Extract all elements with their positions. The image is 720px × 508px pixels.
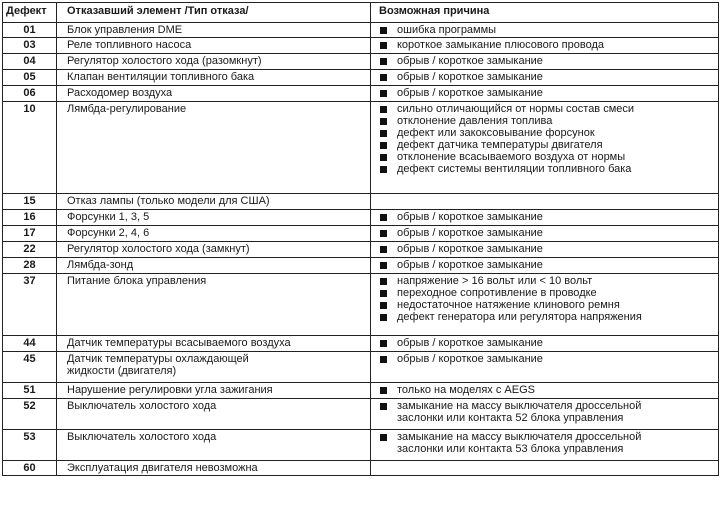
- table-row: [3, 86, 719, 102]
- cause-text: ошибка программы: [397, 24, 497, 36]
- failed-element-text: Блок управления DME: [67, 24, 183, 36]
- fault-code-table: [2, 2, 719, 476]
- table-row: [3, 399, 719, 430]
- cause-text: дефект системы вентиляции топливного бака: [397, 163, 632, 175]
- failed-element-cell: [57, 352, 371, 383]
- fault-code-cell: 52: [3, 399, 57, 430]
- fault-code-cell: 37: [3, 274, 57, 336]
- failed-element-text: Регулятор холостого хода (замкнут): [67, 243, 250, 255]
- table-row: [3, 23, 719, 38]
- black-square-bullet-icon: [380, 166, 387, 173]
- failed-element-text: Форсунки 2, 4, 6: [67, 227, 150, 239]
- black-square-bullet-icon: [380, 434, 387, 441]
- failed-element-cell: [57, 258, 371, 274]
- failed-element-cell: [57, 70, 371, 86]
- black-square-bullet-icon: [380, 142, 387, 149]
- possible-cause-cell: [371, 86, 719, 102]
- possible-cause-cell: [371, 70, 719, 86]
- black-square-bullet-icon: [380, 90, 387, 97]
- cause-text: дефект генератора или регулятора напряжения: [397, 311, 642, 323]
- possible-cause-cell: [371, 383, 719, 399]
- cause-line: [379, 243, 718, 255]
- header-element: Отказавший элемент /Тип отказа/: [57, 3, 371, 23]
- fault-code-cell: 22: [3, 242, 57, 258]
- black-square-bullet-icon: [380, 118, 387, 125]
- cause-line: [379, 103, 718, 115]
- cause-text: дефект датчика температуры двигателя: [397, 139, 603, 151]
- fault-code-cell: 10: [3, 102, 57, 194]
- fault-code-cell: 05: [3, 70, 57, 86]
- table-row: [3, 194, 719, 210]
- cause-text: переходное сопротивление в проводке: [397, 287, 597, 299]
- failed-element-text: Лямбда-зонд: [67, 259, 134, 271]
- cause-line: [379, 400, 718, 412]
- table-row: [3, 242, 719, 258]
- empty-cause: [379, 462, 718, 474]
- failed-element-cell: [57, 242, 371, 258]
- cause-line: [379, 275, 718, 287]
- fault-code-cell: 44: [3, 336, 57, 352]
- possible-cause-cell: [371, 38, 719, 54]
- black-square-bullet-icon: [380, 403, 387, 410]
- failed-element-text: Питание блока управления: [67, 275, 207, 287]
- cause-text: обрыв / короткое замыкание: [397, 337, 543, 349]
- possible-cause-cell: [371, 210, 719, 226]
- failed-element-text: Датчик температуры охлаждающей: [67, 353, 249, 365]
- cause-text: обрыв / короткое замыкание: [397, 71, 543, 83]
- cause-text: заслонки или контакта 52 блока управления: [397, 412, 624, 424]
- header-cause: Возможная причина: [371, 3, 719, 23]
- black-square-bullet-icon: [380, 106, 387, 113]
- fault-code-cell: 60: [3, 461, 57, 476]
- failed-element-cell: [57, 336, 371, 352]
- cause-text: замыкание на массу выключателя дроссельной: [397, 400, 642, 412]
- failed-element-text: Нарушение регулировки угла зажигания: [67, 384, 273, 396]
- cause-line: [379, 139, 718, 151]
- cause-text: недостаточное натяжение клинового ремня: [397, 299, 620, 311]
- failed-element-text: Лямбда-регулирование: [67, 103, 187, 115]
- fault-code-cell: 45: [3, 352, 57, 383]
- possible-cause-cell: [371, 274, 719, 336]
- table-row: [3, 38, 719, 54]
- cause-line: [379, 39, 718, 51]
- cause-line: [379, 443, 718, 455]
- cause-text: заслонки или контакта 53 блока управления: [397, 443, 624, 455]
- failed-element-text: Реле топливного насоса: [67, 39, 192, 51]
- fault-code-cell: 04: [3, 54, 57, 70]
- failed-element-text: Регулятор холостого хода (разомкнут): [67, 55, 262, 67]
- possible-cause-cell: [371, 23, 719, 38]
- cause-text: замыкание на массу выключателя дроссельной: [397, 431, 642, 443]
- fault-code-cell: 28: [3, 258, 57, 274]
- failed-element-text: Клапан вентиляции топливного бака: [67, 71, 255, 83]
- failed-element-text: Расходомер воздуха: [67, 87, 173, 99]
- fault-code-cell: 15: [3, 194, 57, 210]
- cause-line: [379, 227, 718, 239]
- possible-cause-cell: [371, 102, 719, 194]
- cause-text: обрыв / короткое замыкание: [397, 353, 543, 365]
- black-square-bullet-icon: [380, 230, 387, 237]
- cause-line: [379, 384, 718, 396]
- possible-cause-cell: [371, 226, 719, 242]
- fault-code-cell: 51: [3, 383, 57, 399]
- cause-text: короткое замыкание плюсового провода: [397, 39, 604, 51]
- cause-text: сильно отличающийся от нормы состав смеси: [397, 103, 635, 115]
- black-square-bullet-icon: [380, 58, 387, 65]
- possible-cause-cell: [371, 54, 719, 70]
- black-square-bullet-icon: [380, 356, 387, 363]
- table-row: [3, 461, 719, 476]
- failed-element-cell: [57, 54, 371, 70]
- black-square-bullet-icon: [380, 387, 387, 394]
- table-row: [3, 274, 719, 336]
- cause-line: [379, 55, 718, 67]
- cause-text: обрыв / короткое замыкание: [397, 55, 543, 67]
- table-row: [3, 383, 719, 399]
- table-row: [3, 336, 719, 352]
- table-row: [3, 102, 719, 194]
- black-square-bullet-icon: [380, 278, 387, 285]
- failed-element-cell: [57, 430, 371, 461]
- cause-text: отклонение давления топлива: [397, 115, 553, 127]
- fault-code-sheet: [2, 2, 718, 476]
- failed-element-cell: [57, 383, 371, 399]
- cause-line: [379, 24, 718, 36]
- failed-element-text: жидкости (двигателя): [67, 365, 177, 377]
- black-square-bullet-icon: [380, 42, 387, 49]
- fault-code-cell: 17: [3, 226, 57, 242]
- cause-line: [379, 71, 718, 83]
- black-square-bullet-icon: [380, 130, 387, 137]
- failed-element-cell: [57, 461, 371, 476]
- cause-line: [379, 431, 718, 443]
- cause-text: обрыв / короткое замыкание: [397, 243, 543, 255]
- cause-line: [379, 163, 718, 175]
- failed-element-text: Датчик температуры всасываемого воздуха: [67, 337, 291, 349]
- cause-text: отклонение всасываемого воздуха от нормы: [397, 151, 626, 163]
- possible-cause-cell: [371, 242, 719, 258]
- possible-cause-cell: [371, 194, 719, 210]
- cause-line: [379, 287, 718, 299]
- black-square-bullet-icon: [380, 74, 387, 81]
- possible-cause-cell: [371, 461, 719, 476]
- failed-element-cell: [57, 194, 371, 210]
- cause-text: только на моделях с AEGS: [397, 384, 535, 396]
- table-row: [3, 430, 719, 461]
- possible-cause-cell: [371, 258, 719, 274]
- empty-cause: [379, 195, 718, 207]
- table-row: [3, 70, 719, 86]
- header-code: Дефект: [3, 3, 57, 23]
- cause-line: [379, 311, 718, 323]
- cause-line: [379, 151, 718, 163]
- table-row: [3, 226, 719, 242]
- black-square-bullet-icon: [380, 340, 387, 347]
- black-square-bullet-icon: [380, 214, 387, 221]
- possible-cause-cell: [371, 336, 719, 352]
- fault-code-cell: 03: [3, 38, 57, 54]
- possible-cause-cell: [371, 399, 719, 430]
- cause-line: [379, 337, 718, 349]
- failed-element-cell: [57, 102, 371, 194]
- table-body: [3, 23, 719, 476]
- cause-line: [379, 353, 718, 365]
- cause-line: [379, 127, 718, 139]
- fault-code-cell: 53: [3, 430, 57, 461]
- cause-line: [379, 299, 718, 311]
- failed-element-cell: [57, 210, 371, 226]
- cause-text: обрыв / короткое замыкание: [397, 87, 543, 99]
- failed-element-cell: [57, 23, 371, 38]
- failed-element-cell: [57, 399, 371, 430]
- table-row: [3, 258, 719, 274]
- table-row: [3, 352, 719, 383]
- table-row: [3, 210, 719, 226]
- failed-element-text: Выключатель холостого хода: [67, 431, 217, 443]
- cause-line: [379, 211, 718, 223]
- fault-code-cell: 01: [3, 23, 57, 38]
- black-square-bullet-icon: [380, 302, 387, 309]
- possible-cause-cell: [371, 430, 719, 461]
- failed-element-text: Выключатель холостого хода: [67, 400, 217, 412]
- table-row: [3, 54, 719, 70]
- black-square-bullet-icon: [380, 314, 387, 321]
- cause-line: [379, 259, 718, 271]
- failed-element-cell: [57, 86, 371, 102]
- failed-element-cell: [57, 274, 371, 336]
- cause-line: [379, 87, 718, 99]
- failed-element-cell: [57, 226, 371, 242]
- black-square-bullet-icon: [380, 27, 387, 34]
- failed-element-cell: [57, 38, 371, 54]
- cause-text: обрыв / короткое замыкание: [397, 227, 543, 239]
- cause-text: дефект или закоксовывание форсунок: [397, 127, 595, 139]
- cause-text: обрыв / короткое замыкание: [397, 211, 543, 223]
- cause-line: [379, 412, 718, 424]
- black-square-bullet-icon: [380, 290, 387, 297]
- possible-cause-cell: [371, 352, 719, 383]
- table-header-row: [3, 3, 719, 23]
- failed-element-text: Отказ лампы (только модели для США): [67, 195, 270, 207]
- black-square-bullet-icon: [380, 246, 387, 253]
- cause-text: обрыв / короткое замыкание: [397, 259, 543, 271]
- cause-text: напряжение > 16 вольт или < 10 вольт: [397, 275, 593, 287]
- cause-line: [379, 115, 718, 127]
- fault-code-cell: 06: [3, 86, 57, 102]
- black-square-bullet-icon: [380, 262, 387, 269]
- failed-element-text: Эксплуатация двигателя невозможна: [67, 462, 258, 474]
- failed-element-text: Форсунки 1, 3, 5: [67, 211, 150, 223]
- fault-code-cell: 16: [3, 210, 57, 226]
- black-square-bullet-icon: [380, 154, 387, 161]
